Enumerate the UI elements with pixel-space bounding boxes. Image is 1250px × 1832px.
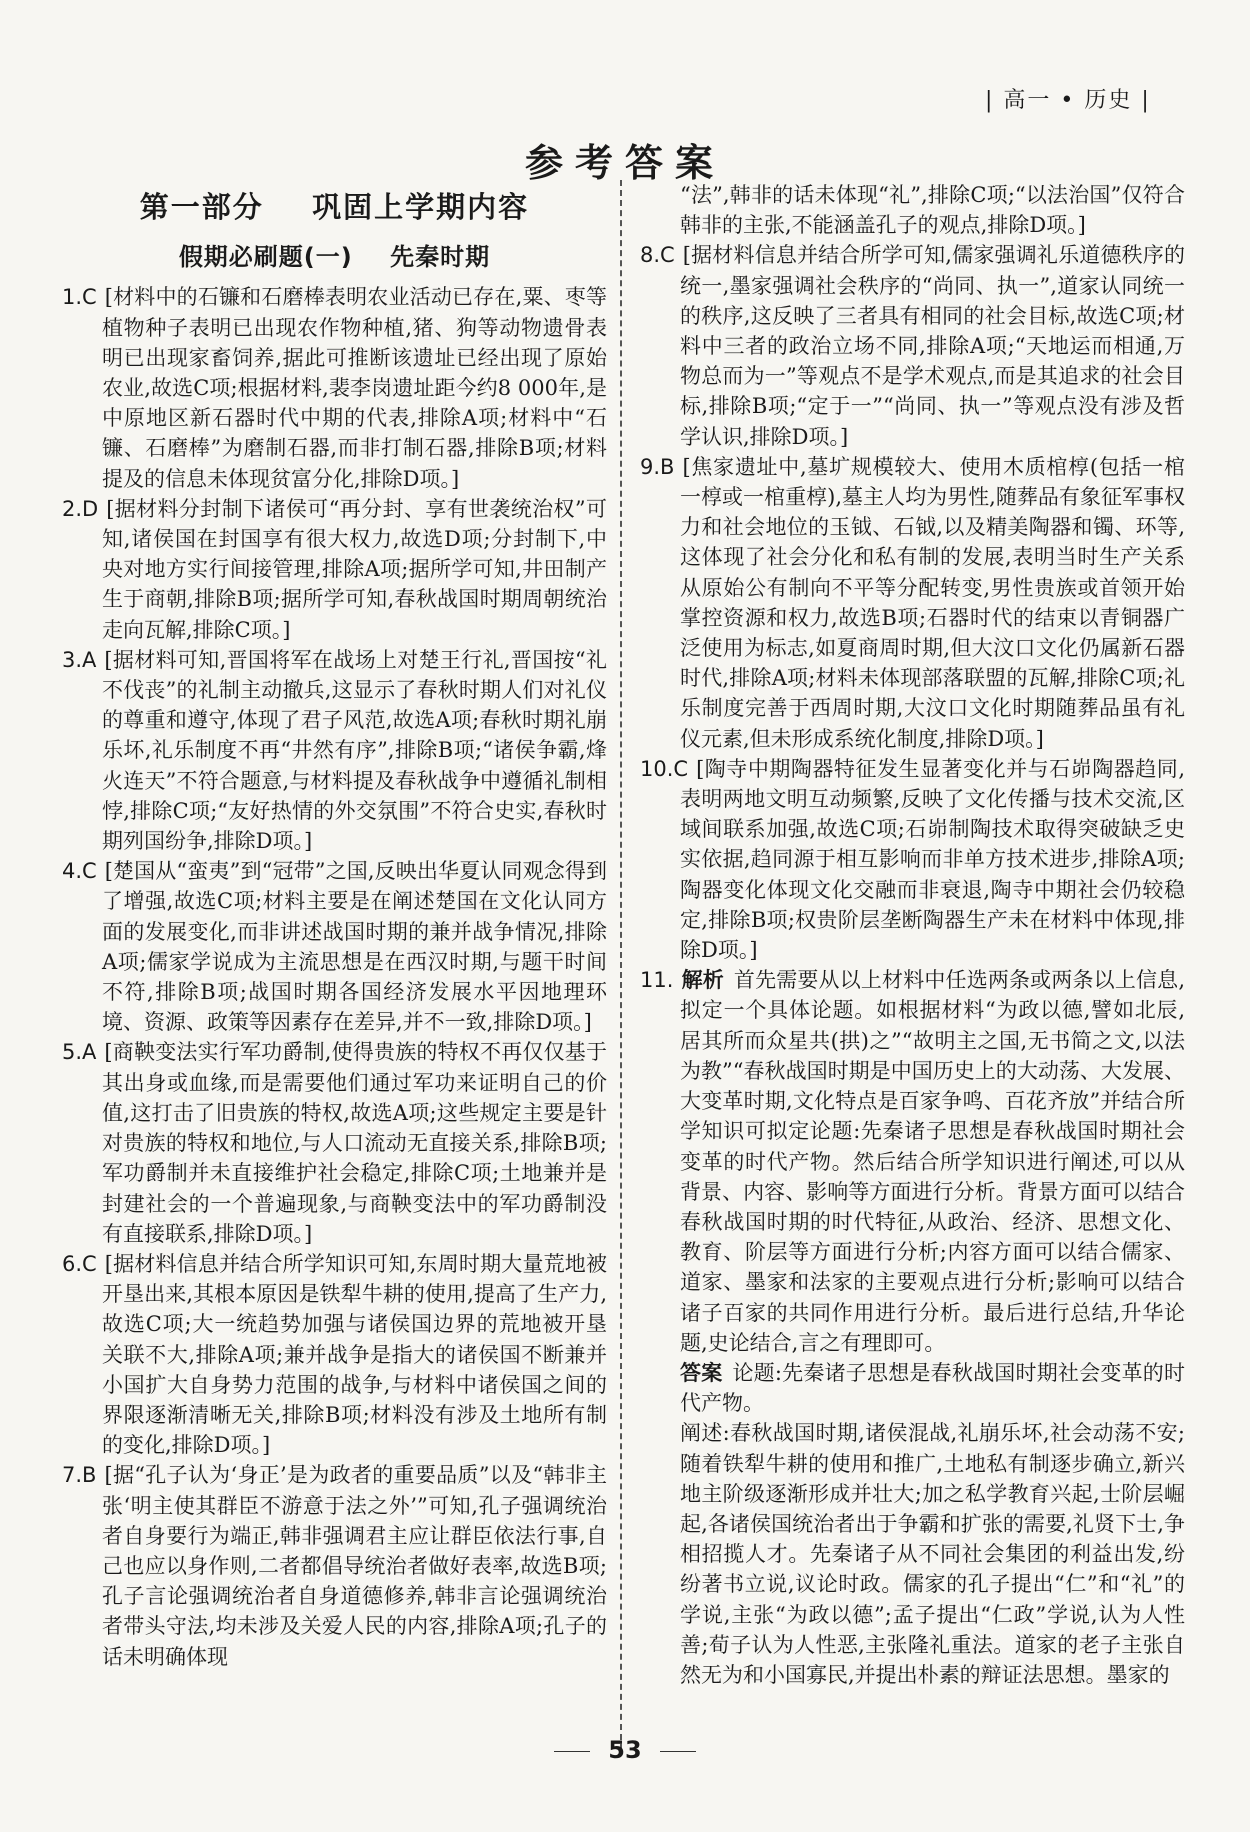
answer-item (640, 452, 1185, 754)
answer-number: 8.C (640, 243, 675, 268)
answer-text: [焦家遗址中,墓圹规模较大、使用木质棺椁(包括一棺一椁或一棺重椁),墓主人均为男性,随葬品有象征军事权力和社会地位的玉钺、石钺,以及精美陶器和镯、环等,这体现了社会分化和私有制的发展,表明当时生产关系从原始公有制向不平等分配转变,男性贵族或首领开始掌控资源和权力,故选B项;石器时代的结束以青铜器广泛使用为标志,如夏商周时期,但大汶口文化仍属新石器时代,排除A项;材料未体现部落联盟的瓦解,排除C项;礼乐制度完善于西周时期,大汶口文化时期随葬品虽有礼仪元素,但未形成系统化制度,排除D项。] (680, 454, 1185, 751)
answer-text: [材料中的石镰和石磨棒表明农业活动已存在,粟、枣等植物种子表明已出现农作物种植,猪、狗等动物遗骨表明已出现家畜饲养,据此可推断该遗址已经出现了原始农业,故选C项;根据材料,裴李岗遗址距今约8 000年,是中原地区新石器时代中期的代表,排除A项;材料中“石镰、石磨棒”为磨制石器,而非打制石器,排除B项;材料提及的信息未体现贫富分化,排除D项。] (102, 285, 607, 491)
answer-label: 答案 (680, 1360, 723, 1385)
answer-number: 10.C (640, 756, 689, 781)
page-number-dash-left (554, 1751, 590, 1752)
part-title: 第一部分 巩固上学期内容 (139, 190, 530, 224)
answer-item (62, 1249, 607, 1460)
answer-number: 3.A (62, 647, 97, 672)
answer-item (62, 1460, 607, 1671)
answer-number: 11. (640, 968, 674, 993)
answer-item (62, 645, 607, 856)
answer-text: [据“孔子认为‘身正’是为政者的重要品质”以及“韩非主张‘明主使其群臣不游意于法之外’”可知,孔子强调统治者自身要行为端正,韩非强调君主应让群臣依法行事,自己也应以身作则,二者都倡导统治者做好表率,故选B项;孔子言论强调统治者自身道德修养,韩非言论强调统治者带头守法,均未涉及关爱人民的内容,排除A项;孔子的话未明确体现 (102, 1463, 607, 1669)
answer-item (62, 494, 607, 645)
exposition: 阐述:春秋战国时期,诸侯混战,礼崩乐坏,社会动荡不安;随着铁犁牛耕的使用和推广,土地私有制逐步确立,新兴地主阶级逐渐形成并壮大;加之私学教育兴起,士阶层崛起,各诸侯国统治者出于争霸和扩张的需要,礼贤下士,争相招揽人才。先秦诸子从不同社会集团的利益出发,纷纷著书立说,议论时政。儒家的孔子提出“仁”和“礼”的学说,主张“为政以德”;孟子提出“仁政”学说,认为人性善;荀子认为人性恶,主张隆礼重法。道家的老子主张自然无为和小国寡民,并提出朴素的辩证法思想。墨家的 (680, 1421, 1185, 1687)
answer-number: 6.C (62, 1251, 97, 1276)
analysis-text: 首先需要从以上材料中任选两条或两条以上信息,拟定一个具体论题。如根据材料“为政以德,譬如北辰,居其所而众星共(拱)之”“故明主之国,无书简之文,以法为教”“春秋战国时期是中国历史上的大动荡、大发展、大变革时期,文化特点是百家争鸣、百花齐放”并结合所学知识可拟定论题:先秦诸子思想是春秋战国时期社会变革的时代产物。然后结合所学知识进行阐述,可以从背景、内容、影响等方面进行分析。背景方面可以结合春秋战国时期的时代特征,从政治、经济、思想文化、教育、阶层等方面进行分析;内容方面可以结合儒家、道家、墨家和法家的主要观点进行分析;影响可以结合诸子百家的共同作用进行分析。最后进行总结,升华论题,史论结合,言之有理即可。 (680, 968, 1185, 1355)
answer-text: [商鞅变法实行军功爵制,使得贵族的特权不再仅仅基于其出身或血缘,而是需要他们通过军功来证明自己的价值,这打击了旧贵族的特权,故选A项;这些规定主要是针对贵族的特权和地位,与人口流动无直接关系,排除B项;军功爵制并未直接维护社会稳定,排除C项;土地兼并是封建社会的一个普遍现象,与商鞅变法中的军功爵制没有直接联系,排除D项。] (102, 1040, 607, 1246)
subject-tag: | 高一 • 历史 | (985, 88, 1151, 113)
answer-text: [楚国从“蛮夷”到“冠带”之国,反映出华夏认同观念得到了增强,故选C项;材料主要是在阐述楚国在文化认同方面的发展变化,而非讲述战国时期的兼并战争情况,排除A项;儒家学说成为主流思想是在西汉时期,与题干时间不符,排除B项;战国时期各国经济发展水平因地理环境、资源、政策等因素存在差异,并不一致,排除D项。] (102, 859, 607, 1035)
left-column (62, 186, 607, 1786)
answer-number: 2.D (62, 496, 99, 521)
page-number-dash-right (660, 1751, 696, 1752)
answer-line (640, 1358, 1185, 1418)
answer-item (62, 856, 607, 1037)
right-column (640, 180, 1185, 1780)
answer-text: [据材料信息并结合所学知识可知,东周时期大量荒地被开垦出来,其根本原因是铁犁牛耕的使用,提高了生产力,故选C项;大一统趋势加强与诸侯国边界的荒地被开垦关联不大,排除A项;兼并战争是指大的诸侯国不断兼并小国扩大自身势力范围的战争,与材料中诸侯国之间的界限逐渐清晰无关,排除B项;材料没有涉及土地所有制的变化,排除D项。] (102, 1251, 607, 1458)
answer-number: 7.B (62, 1463, 97, 1488)
answer-continuation: “法”,韩非的话未体现“礼”,排除C项;“以法治国”仅符合韩非的主张,不能涵盖孔子的观点,排除D项。] (680, 183, 1185, 238)
answer-text: [据材料信息并结合所学可知,儒家强调礼乐道德秩序的统一,墨家强调社会秩序的“尚同、执一”,道家认同统一的秩序,这反映了三者具有相同的社会目标,故选C项;材料中三者的政治立场不同,排除A项;“天地运而相通,万物总而为一”等观点不是学术观点,而是其追求的社会目标,排除B项;“定于一”“尚同、执一”等观点没有涉及哲学认识,排除D项。] (680, 243, 1185, 449)
answer-thesis: 论题:先秦诸子思想是春秋战国时期社会变革的时代产物。 (680, 1360, 1185, 1416)
answer-text: [据材料分封制下诸侯可“再分封、享有世袭统治权”可知,诸侯国在封国享有很大权力,故选D项;分封制下,中央对地方实行间接管理,排除A项;据所学可知,井田制产生于商朝,排除B项;据所学可知,春秋战国时期周朝统治走向瓦解,排除C项。] (102, 496, 607, 642)
answer-number: 1.C (62, 285, 97, 310)
answer-number: 5.A (62, 1040, 97, 1065)
answer-item (640, 754, 1185, 965)
page-number-value: 53 (608, 1736, 642, 1764)
answer-number: 9.B (640, 454, 675, 479)
column-divider (620, 180, 622, 1750)
page-title: 参考答案 (524, 141, 725, 185)
answer-text: [陶寺中期陶器特征发生显著变化并与石峁陶器趋同,表明两地文明互动频繁,反映了文化传播与技术交流,区域间联系加强,故选C项;石峁制陶技术取得突破缺乏史实依据,趋同源于相互影响而非单方技术进步,排除A项;陶器变化体现文化交融而非衰退,陶寺中期社会仍较稳定,排除B项;权贵阶层垄断陶器生产未在材料中体现,排除D项。] (680, 756, 1185, 963)
section-title: 假期必刷题(一) 先秦时期 (178, 243, 491, 272)
analysis-label: 解析 (681, 968, 724, 993)
page-number (0, 1736, 1250, 1764)
answer-number: 4.C (62, 859, 97, 884)
answer-item (62, 282, 607, 493)
answer-item-11 (640, 965, 1185, 1358)
answer-item (62, 1037, 607, 1248)
answer-text: [据材料可知,晋国将军在战场上对楚王行礼,晋国按“礼不伐丧”的礼制主动撤兵,这显示了春秋时期人们对礼仪的尊重和遵守,体现了君子风范,故选A项;春秋时期礼崩乐坏,礼乐制度不再“井然有序”,排除B项;“诸侯争霸,烽火连天”不符合题意,与材料提及春秋战争中遵循礼制相悖,排除C项;“友好热情的外交氛围”不符合史实,春秋时期列国纷争,排除D项。] (102, 647, 607, 854)
answer-item (640, 240, 1185, 451)
